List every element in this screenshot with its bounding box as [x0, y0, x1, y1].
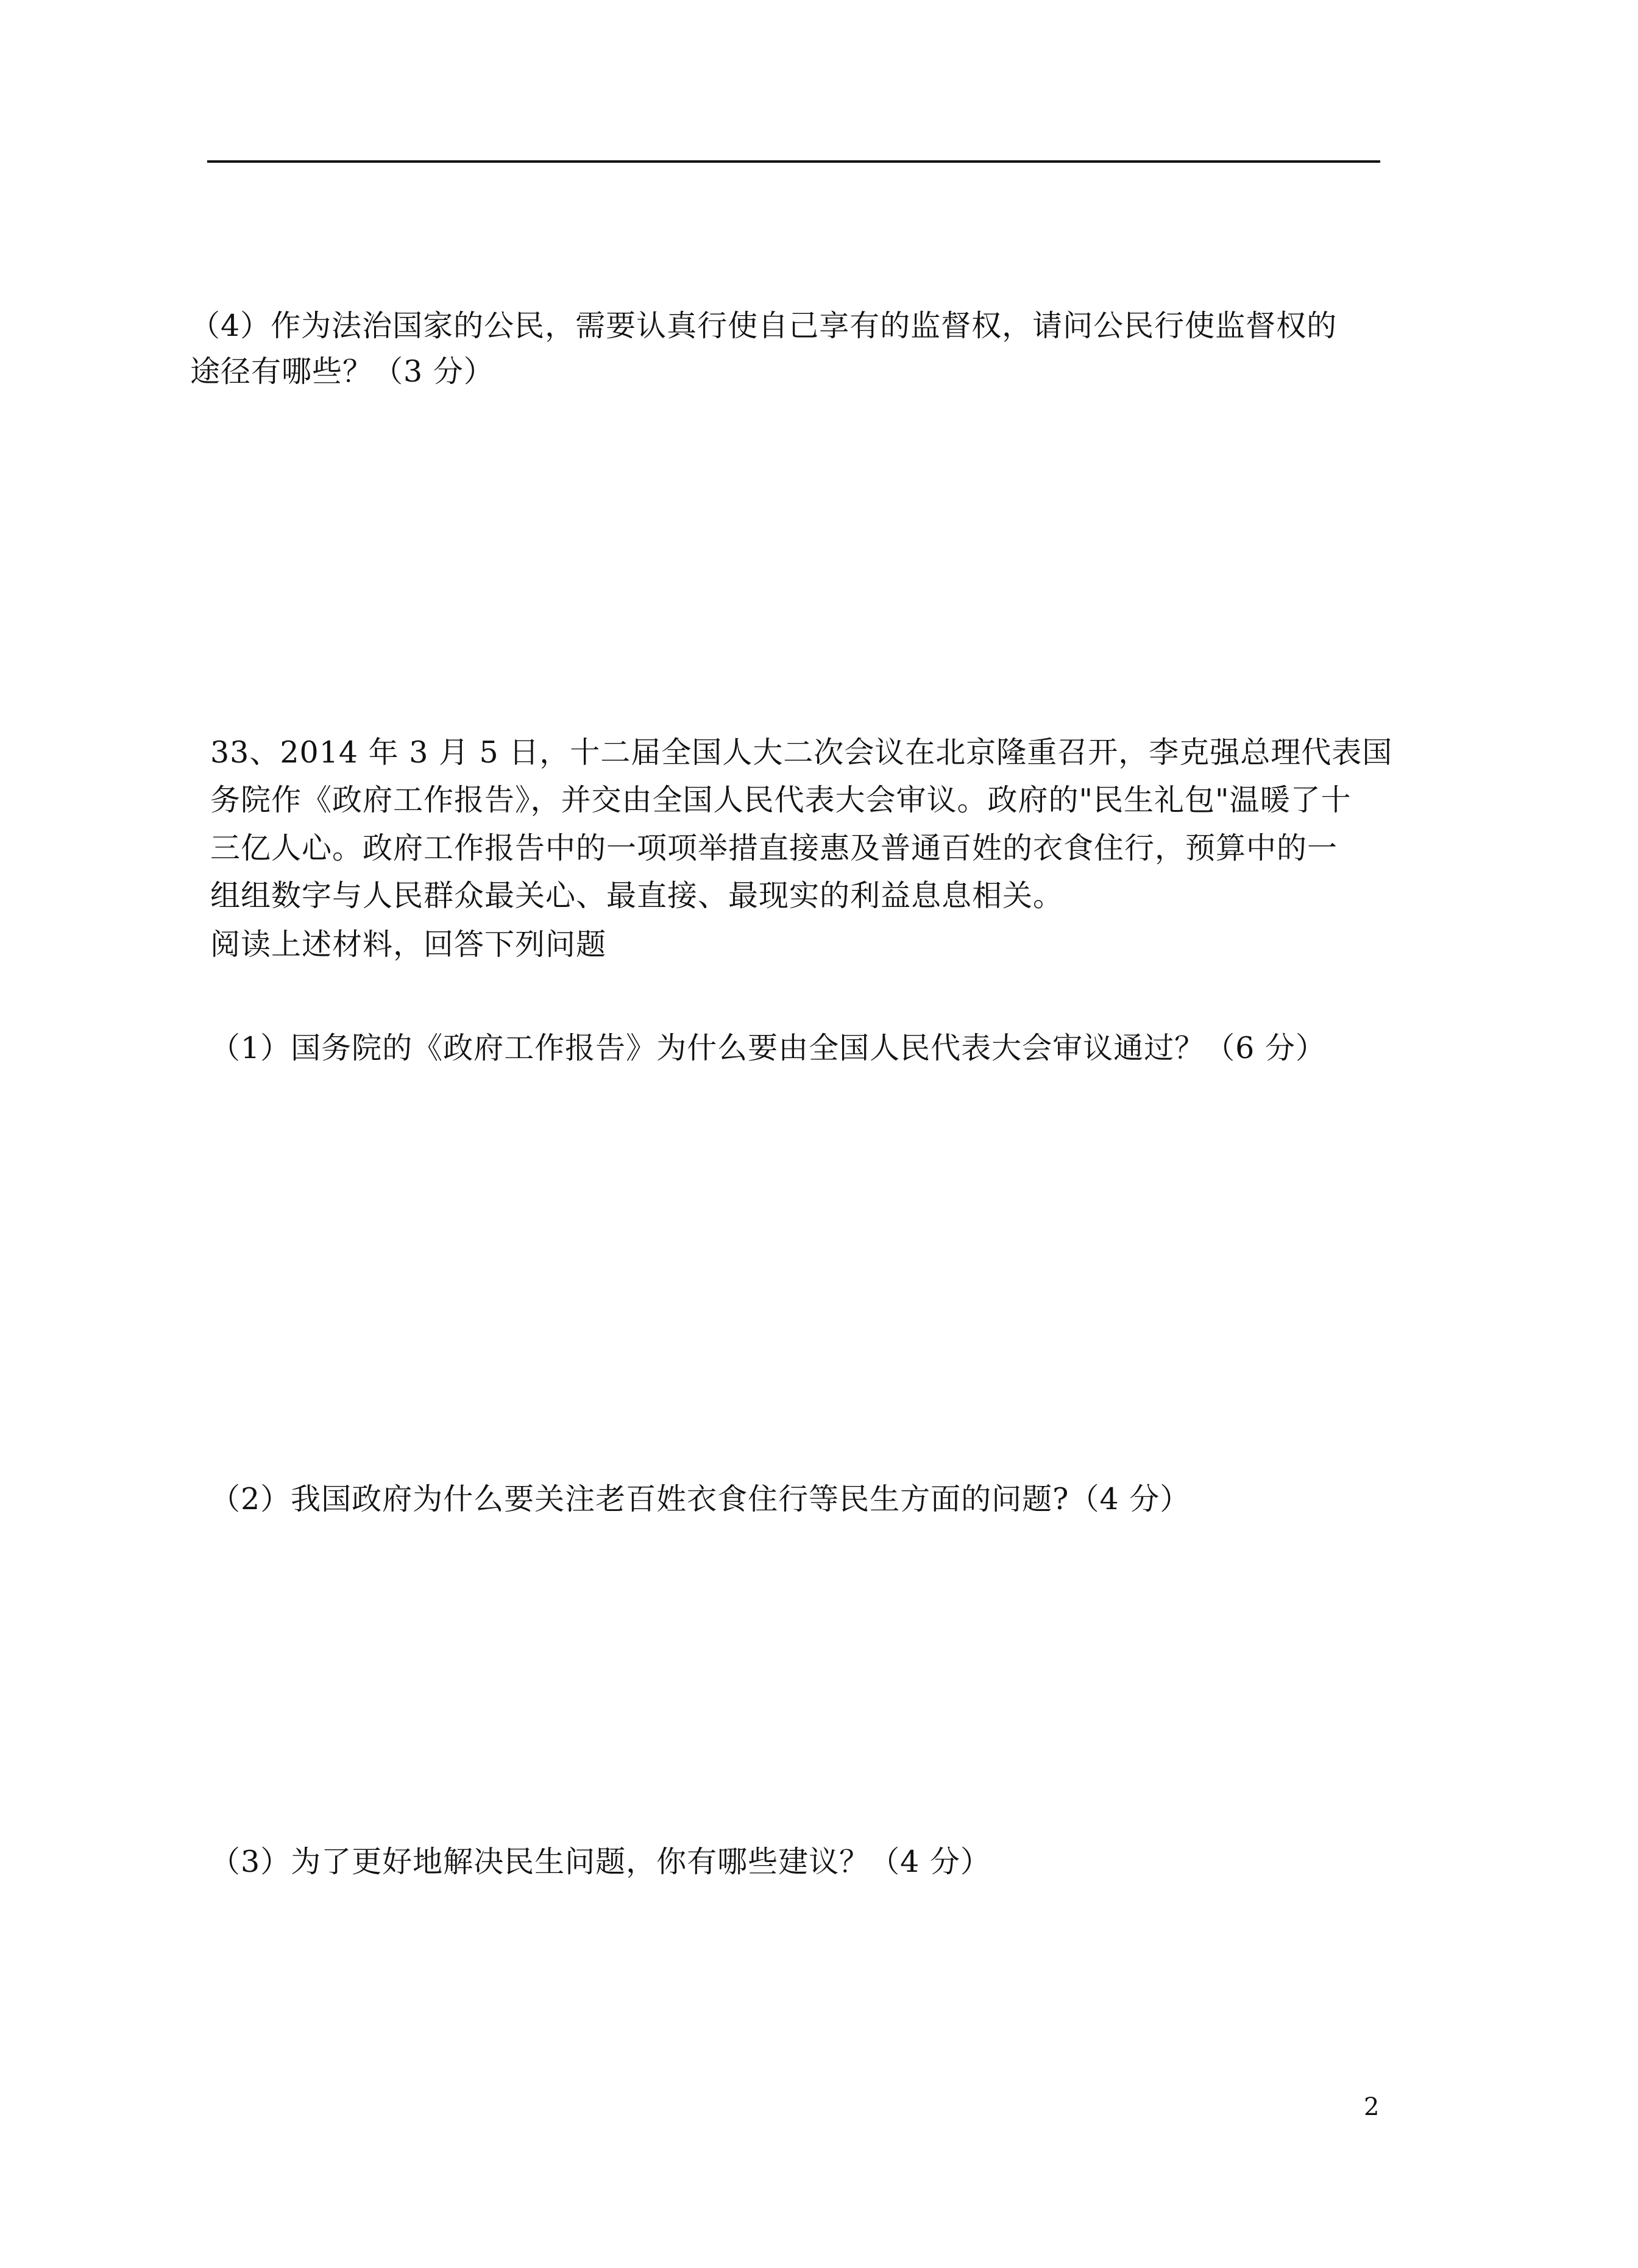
q33-material-line1: 33、2014 年 3 月 5 日，十二届全国人大二次会议在北京隆重召开，李克强总理代表国 — [210, 735, 1393, 770]
q33-instruction: 阅读上述材料，回答下列问题 — [210, 927, 607, 962]
q32-part4-line2: 途径有哪些？（3 分） — [190, 354, 494, 389]
q33-part2: （2）我国政府为什么要关注老百姓衣食住行等民生方面的问题?（4 分） — [210, 1482, 1191, 1516]
page-number: 2 — [1364, 2093, 1380, 2121]
header-rule — [207, 160, 1380, 163]
q33-material-line4: 组组数字与人民群众最关心、最直接、最现实的利益息息相关。 — [210, 878, 1064, 913]
q33-part1: （1）国务院的《政府工作报告》为什么要由全国人民代表大会审议通过？（6 分） — [210, 1031, 1326, 1065]
q33-part3: （3）为了更好地解决民生问题，你有哪些建议？（4 分） — [210, 1844, 991, 1879]
q33-material-line3: 三亿人心。政府工作报告中的一项项举措直接惠及普通百姓的衣食住行，预算中的一 — [210, 831, 1338, 866]
q33-material-line2: 务院作《政府工作报告》，并交由全国人民代表大会审议。政府的"民生礼包"温暖了十 — [210, 783, 1352, 817]
q32-part4-line1: （4）作为法治国家的公民，需要认真行使自己享有的监督权，请问公民行使监督权的 — [190, 308, 1338, 343]
